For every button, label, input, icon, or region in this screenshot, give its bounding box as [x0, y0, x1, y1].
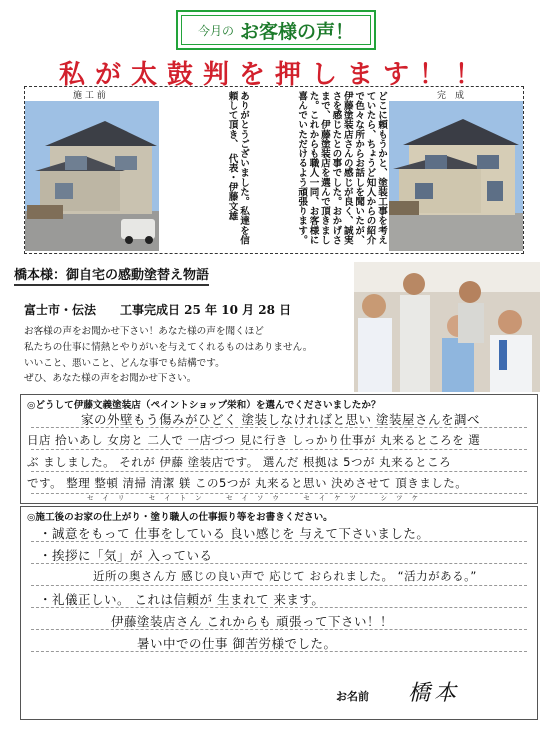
name-label: お名前	[336, 690, 369, 703]
after-label: 完 成	[437, 91, 465, 101]
furigana: セイリ セイトン セイソウ セイケツ シツケ	[87, 494, 427, 502]
answer-line: 家の外壁もう傷みがひどく 塗装しなければと思い 塗装屋さんを調べ	[81, 412, 480, 427]
question2-heading: ◎施工後のお家の仕上がり・塗り職人の仕事振り等をお書きください。	[27, 512, 333, 523]
answer-line: ぶ ましました。 それが 伊藤 塗装店です。 選んだ 根拠は 5つが 丸来るところ	[27, 455, 452, 469]
owner-message-left: ありがとうございました。私達を信頼して頂き、 代表・伊藤文雄	[226, 91, 249, 586]
headline: 私が太鼓判を押します！！	[58, 60, 491, 90]
section-title: 橋本様：御自宅の感動塗替え物語	[14, 264, 209, 286]
badge-title: お客様の声！	[240, 20, 355, 43]
intro-text	[24, 324, 344, 387]
owner-message-right: どこに頼もうかと、塗装工事を考えていたら、ちょうど知人からの紹介で色々な所からお話しを聞いたが、伊藤塗装店さんの感じが良く、誠実さを感じたとの事でした。おかげさまで、伊藤塗装店を選んで頂きました。これからも職人一同、お客様に喜んでいただけるよう頑張ります。	[296, 91, 387, 245]
intro-line: お客様の声をお聞かせ下さい！あなた様の声を聞くほど	[24, 326, 264, 337]
rule-line	[31, 449, 527, 450]
staff-group-photo	[354, 262, 540, 392]
badge-small-text: 今月の	[197, 23, 234, 38]
project-info: 富士市・伝法 工事完成日 25 年 10 月 28 日	[24, 303, 292, 317]
intro-line: ぜひ、あなた様の声をお聞かせ下さい。	[24, 373, 197, 385]
question2-box	[20, 506, 538, 720]
answer-line: ・挨拶に「気」が 入っている	[39, 548, 213, 563]
answer-line: 日店 拾いあし 女房と 二人で 一店づつ 見に行き しっかり仕事が 丸来るところを 選	[27, 433, 481, 447]
rule-line	[31, 471, 527, 472]
before-photo	[25, 101, 159, 251]
answer-line: ・誠意をもって 仕事をしている 良い感じを 与えて下さいました。	[39, 526, 430, 541]
testimonial-page	[6, 4, 544, 725]
answer-line: です。 整理 整頓 清掃 清潔 躾 この5つが 丸来ると思い 決めさせて 頂きました。	[27, 476, 468, 490]
answer-line: 近所の奥さん方 感じの良い声で 応じて おられました。 “活力がある。”	[93, 569, 477, 583]
answer-line: 伊藤塗装店さん これからも 頑張って下さい！！	[111, 614, 393, 629]
answer-line: 暑い中での仕事 御苦労様でした。	[137, 636, 337, 651]
header-badge	[176, 10, 376, 50]
intro-line: 私たちの仕事に情熱とやりがいを与えてくれるものはありません。	[24, 341, 313, 353]
question1-box	[20, 394, 538, 504]
rule-line	[31, 585, 527, 586]
after-photo	[389, 101, 523, 251]
intro-line: いいこと、悪いこと、どんな事でも結構です。	[24, 357, 225, 369]
answer-line: ・礼儀正しい。 これは信頼が 生まれて 来ます。	[39, 592, 325, 607]
question1-heading: ◎どうして伊藤文義塗装店（ペイントショップ栄和）を選んでくださいましたか？	[27, 400, 381, 411]
before-label: 施 工 前	[73, 91, 106, 101]
customer-signature: 橋本	[408, 681, 461, 706]
